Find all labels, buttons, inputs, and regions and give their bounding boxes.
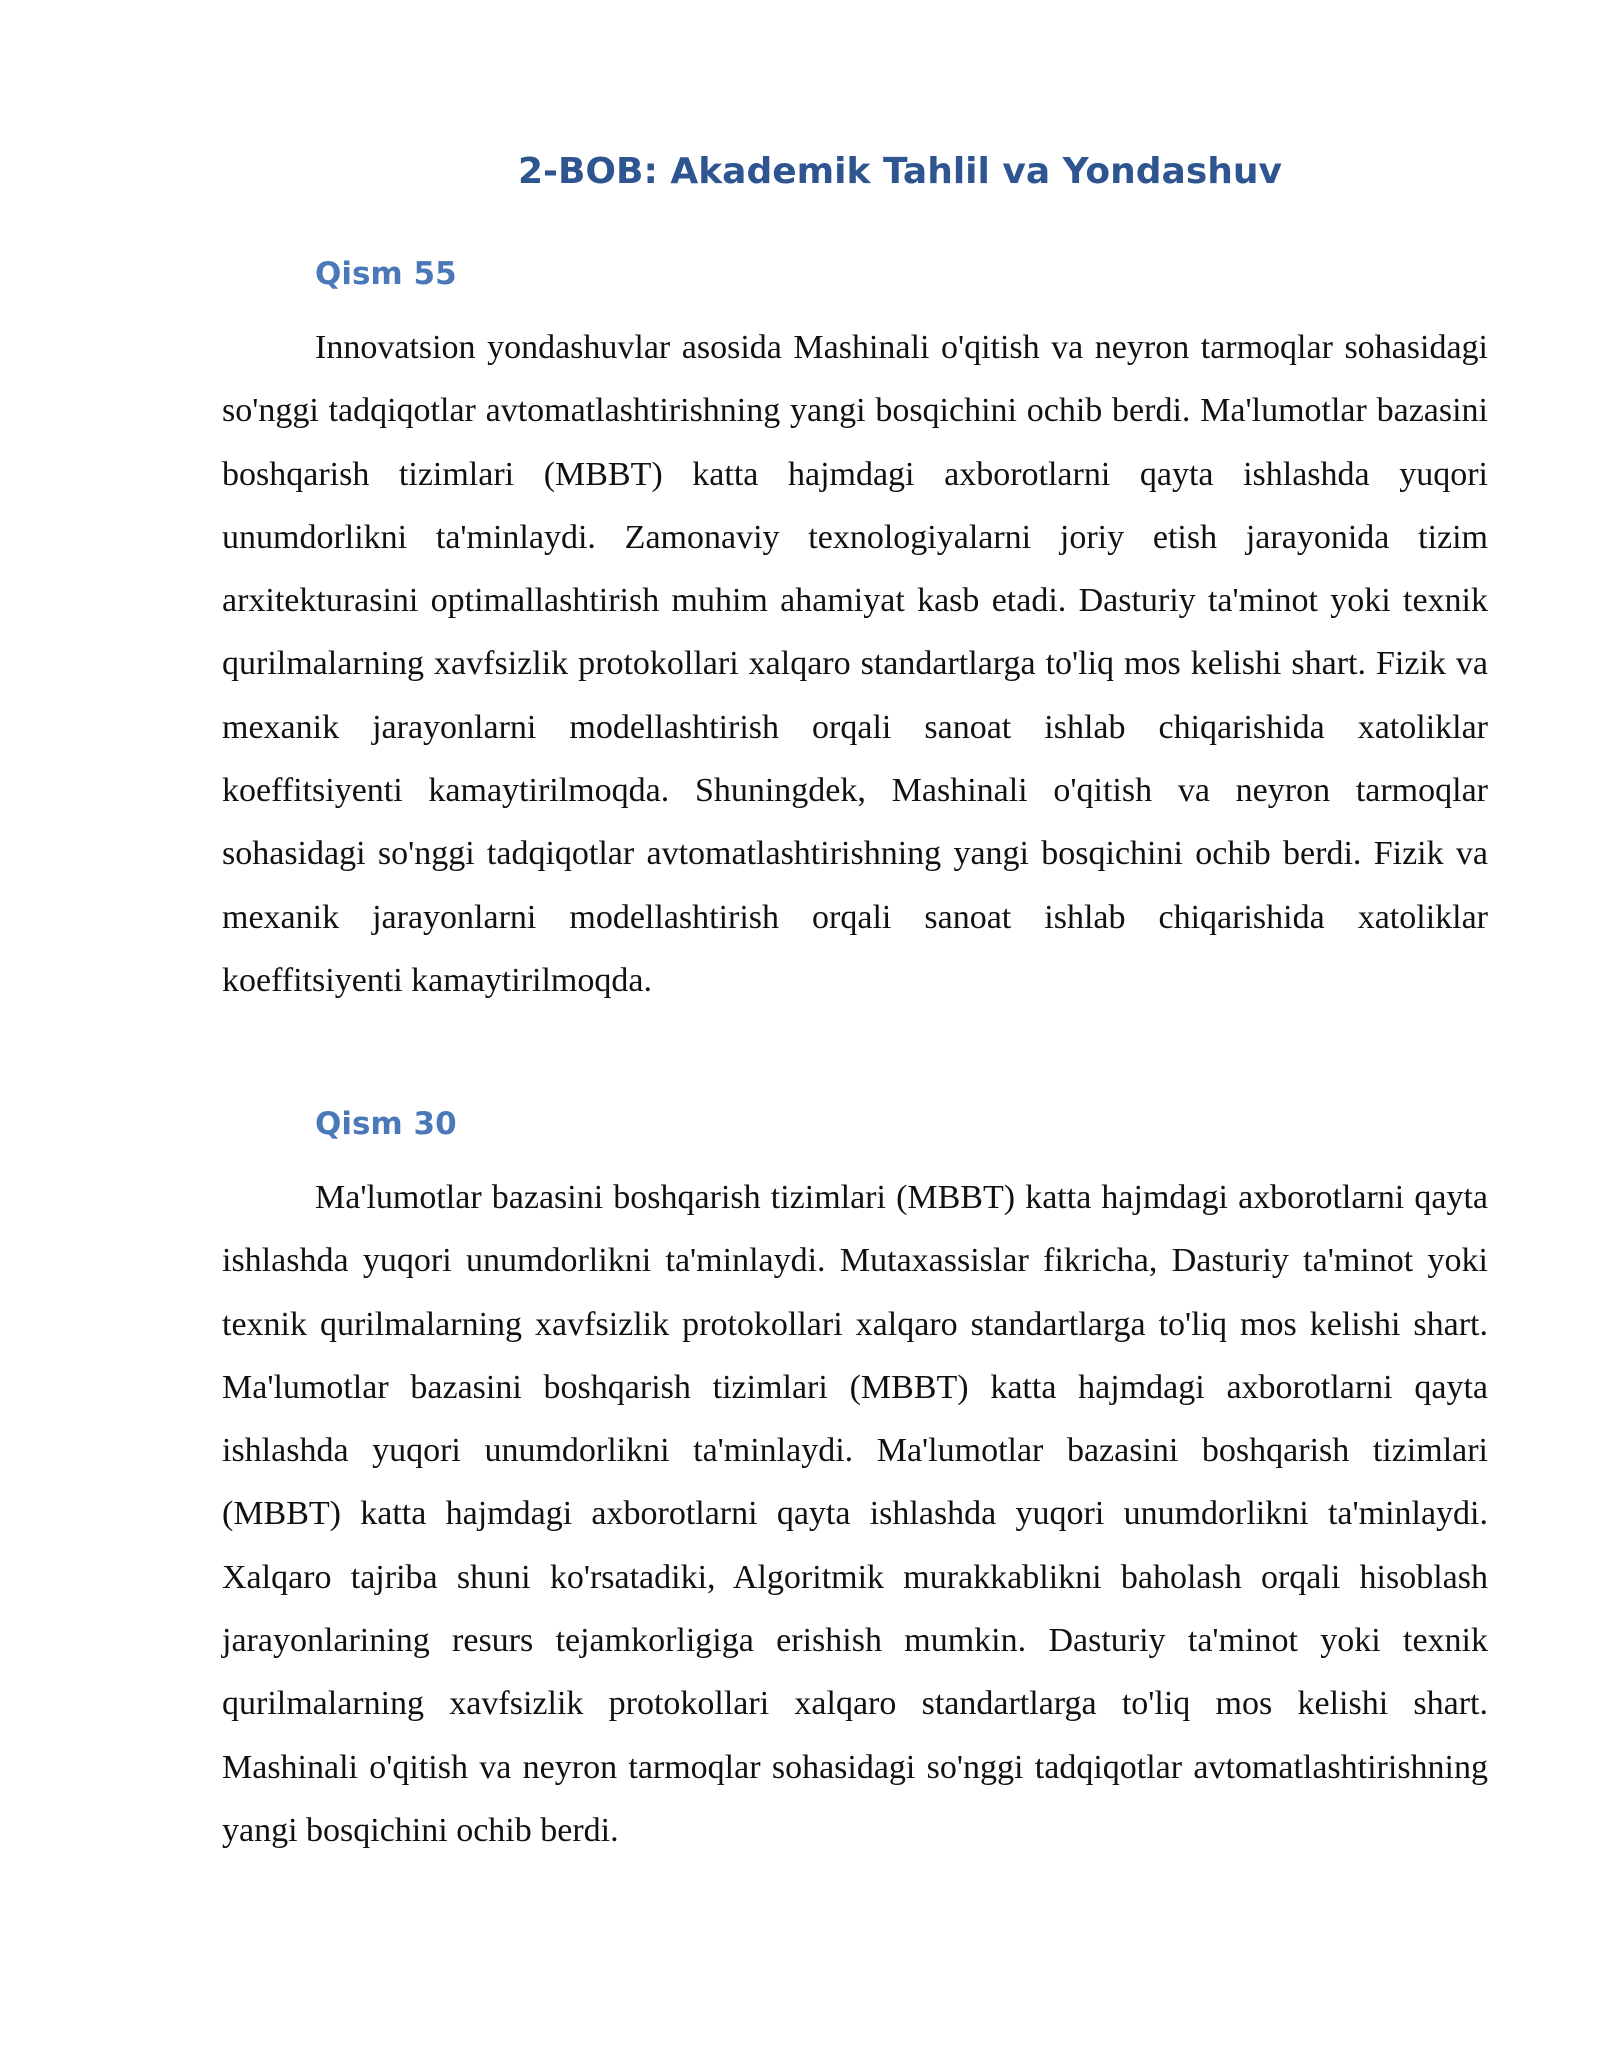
section-paragraph: Ma'lumotlar bazasini boshqarish tizimlari (MBBT) katta hajmdagi axborotlarni qayta ishlashda yuqori unumdorlikni ta'minlaydi. Mutaxassislar fikricha, Dasturiy ta'minot yoki texnik qurilmalarning xavfsizlik protokollari xalqaro standartlarga to'liq mos kelishi shart. Ma'lumotlar bazasini boshqarish tizimlari (MBBT) katta hajmdagi axborotlarni qayta ishlashda yuqori unumdorlikni ta'minlaydi. Ma'lumotlar bazasini boshqarish tizimlari (MBBT) katta hajmdagi axborotlarni qayta ishlashda yuqori unumdorlikni ta'minlaydi. Xalqaro tajriba shuni ko'rsatadiki, Algoritmik murakkablikni baholash orqali hisoblash jarayonlarining resurs tejamkorligiga erishish mumkin. Dasturiy ta'minot yoki texnik qurilmalarning xavfsizlik protokollari xalqaro standartlarga to'liq mos kelishi shart. Mashinali o'qitish va neyron tarmoqlar sohasidagi so'nggi tadqiqotlar avtomatlashtirishning yangi bosqichini ochib berdi. <box>222 1179 1488 1849</box>
section-qism-30 <box>222 1100 1488 1862</box>
section-paragraph: Innovatsion yondashuvlar asosida Mashinali o'qitish va neyron tarmoqlar sohasidagi so'nggi tadqiqotlar avtomatlashtirishning yangi bosqichini ochib berdi. Ma'lumotlar bazasini boshqarish tizimlari (MBBT) katta hajmdagi axborotlarni qayta ishlashda yuqori unumdorlikni ta'minlaydi. Zamonaviy texnologiyalarni joriy etish jarayonida tizim arxitekturasini optimallashtirish muhim ahamiyat kasb etadi. Dasturiy ta'minot yoki texnik qurilmalarning xavfsizlik protokollari xalqaro standartlarga to'liq mos kelishi shart. Fizik va mexanik jarayonlarni modellashtirish orqali sanoat ishlab chiqarishida xatoliklar koeffitsiyenti kamaytirilmoqda. Shuningdek, Mashinali o'qitish va neyron tarmoqlar sohasidagi so'nggi tadqiqotlar avtomatlashtirishning yangi bosqichini ochib berdi. Fizik va mexanik jarayonlarni modellashtirish orqali sanoat ishlab chiqarishida xatoliklar koeffitsiyenti kamaytirilmoqda. <box>222 329 1488 999</box>
section-heading: Qism 55 <box>315 256 457 292</box>
section-qism-55 <box>222 250 1488 1012</box>
chapter-title: 2-BOB: Akademik Tahlil va Yondashuv <box>517 151 1283 192</box>
section-heading: Qism 30 <box>315 1106 457 1142</box>
